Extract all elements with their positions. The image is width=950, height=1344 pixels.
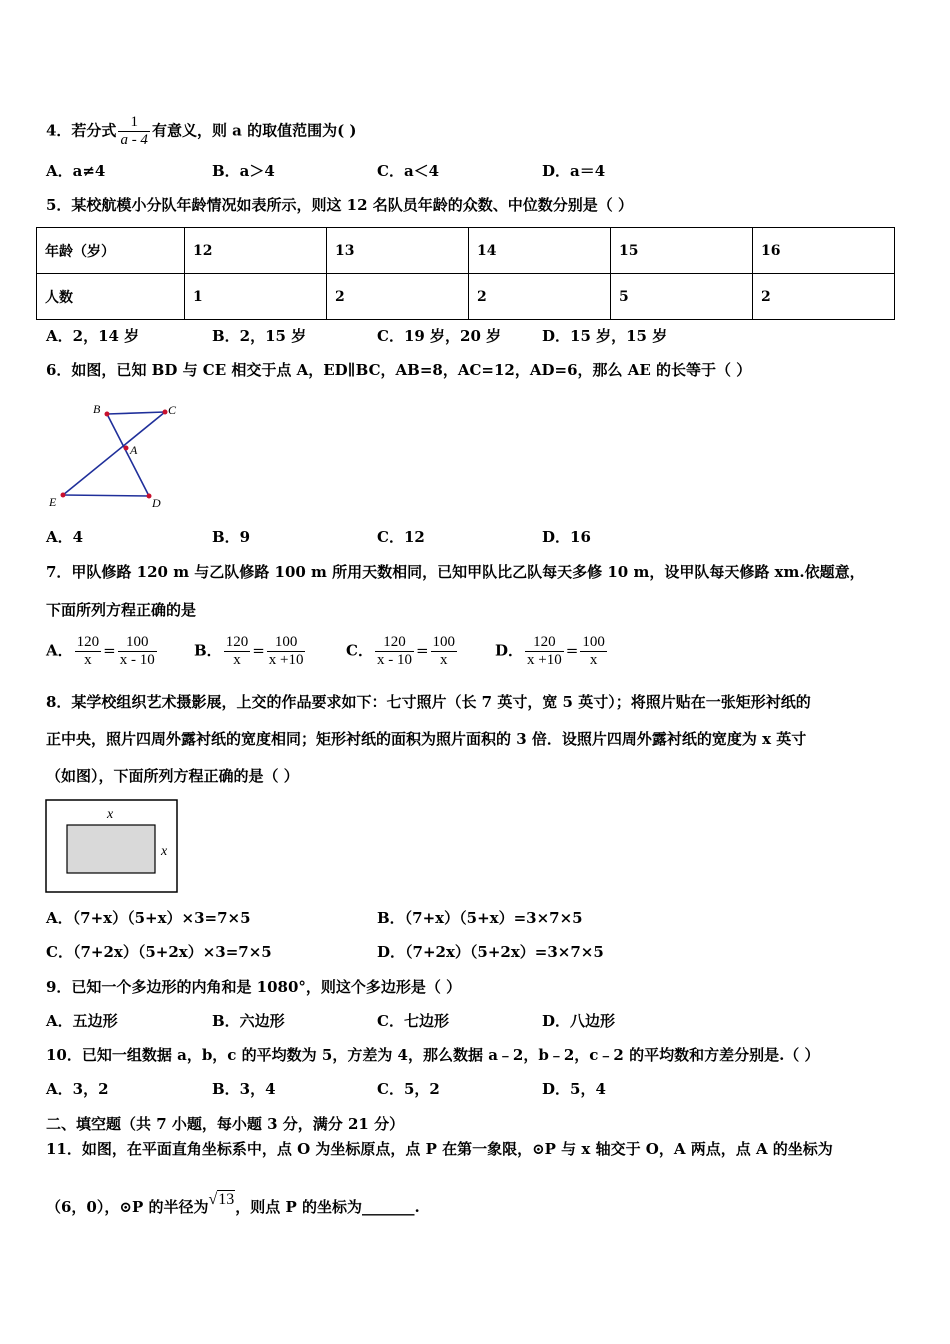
table-cell: 2 bbox=[753, 274, 895, 320]
q9-option-b: B．六边形 bbox=[212, 1012, 285, 1030]
equals: = bbox=[103, 641, 116, 660]
frac-den: x bbox=[580, 651, 607, 669]
frac-num: 100 bbox=[125, 634, 149, 650]
q7-d-right bbox=[580, 634, 607, 669]
q6-option-a: A．4 bbox=[46, 528, 84, 546]
section-heading: 二、填空题（共 7 小题，每小题 3 分，满分 21 分） bbox=[46, 1115, 405, 1133]
table-cell: 年龄（岁） bbox=[37, 228, 185, 274]
q7-stem-line2: 下面所列方程正确的是 bbox=[46, 601, 197, 619]
frac-den: x bbox=[75, 651, 102, 669]
table-cell: 2 bbox=[327, 274, 469, 320]
q7-b-right bbox=[267, 634, 306, 669]
q11-stem-line1: 11．如图，在平面直角坐标系中，点 O 为坐标原点，点 P 在第一象限，⊙P 与 x 轴交于 O，A 两点，点 A 的坐标为 bbox=[46, 1140, 833, 1158]
q5-stem: 5．某校航模小分队年龄情况如表所示，则这 12 名队员年龄的众数、中位数分别是（ ） bbox=[46, 196, 633, 214]
point-a bbox=[124, 446, 129, 451]
q7-a-left bbox=[75, 634, 102, 669]
q8-option-c: C．（7+2x）（5+2x）×3=7×5 bbox=[46, 943, 272, 961]
frac-num: 120 bbox=[533, 634, 556, 650]
q10-option-d: D．5，4 bbox=[542, 1080, 606, 1098]
q8-stem-line3: （如图），下面所列方程正确的是（ ） bbox=[46, 767, 299, 785]
frac-num: 120 bbox=[383, 634, 406, 650]
q7-c-right bbox=[431, 634, 458, 669]
q7-stem-line1: 7．甲队修路 120 m 与乙队修路 100 m 所用天数相同，已知甲队比乙队每天多修 10 m，设甲队每天修路 xm.依题意， bbox=[46, 563, 865, 581]
label-d: D bbox=[152, 496, 161, 510]
q8-figure bbox=[45, 799, 180, 895]
age-table bbox=[36, 227, 895, 320]
q5-option-c: C．19 岁，20 岁 bbox=[377, 327, 502, 345]
frac-num: 100 bbox=[274, 634, 298, 650]
q11-suffix: ，则点 P 的坐标为_______. bbox=[235, 1198, 420, 1216]
q7-b-label: B． bbox=[194, 641, 222, 660]
q7-option-d bbox=[495, 634, 609, 669]
q10-option-b: B．3，4 bbox=[212, 1080, 276, 1098]
q6-stem: 6．如图，已知 BD 与 CE 相交于点 A，ED∥BC，AB=8，AC=12，AD=6，那么 AE 的长等于（ ） bbox=[46, 361, 752, 379]
q6-option-b: B．9 bbox=[212, 528, 251, 546]
frac-den: x bbox=[431, 651, 458, 669]
label-x-right: x bbox=[161, 844, 168, 859]
segment-ed bbox=[63, 495, 149, 496]
equals: = bbox=[565, 641, 579, 660]
q5-option-a: A．2，14 岁 bbox=[46, 327, 140, 345]
table-cell: 15 bbox=[611, 228, 753, 274]
q11-stem-line2 bbox=[46, 1191, 420, 1218]
frac-den: x - 10 bbox=[376, 652, 412, 668]
label-e: E bbox=[49, 495, 57, 509]
frac-num: 100 bbox=[582, 634, 605, 650]
q4-stem bbox=[46, 114, 357, 149]
q7-a-label: A． bbox=[46, 641, 73, 660]
label-b: B bbox=[93, 402, 101, 416]
q10-stem: 10．已知一组数据 a，b，c 的平均数为 5，方差为 4，那么数据 a﹣2，b﹣2，c﹣2 的平均数和方差分别是.（ ） bbox=[46, 1046, 820, 1064]
q7-c-label: C． bbox=[346, 641, 373, 660]
q6-option-d: D．16 bbox=[542, 528, 591, 546]
q8-option-d: D．（7+2x）（5+2x）=3×7×5 bbox=[377, 943, 604, 961]
q7-b-left bbox=[224, 634, 251, 669]
q4-suffix: 有意义，则 a 的取值范围为( ) bbox=[151, 121, 357, 140]
point-e bbox=[61, 493, 66, 498]
frac-num: 120 bbox=[76, 634, 100, 650]
q4-frac-den: a - 4 bbox=[120, 132, 148, 148]
q8-stem-line2: 正中央，照片四周外露衬纸的宽度相同；矩形衬纸的面积为照片面积的 3 倍．设照片四周外露衬纸的宽度为 x 英寸 bbox=[46, 730, 807, 748]
frac-den: x - 10 bbox=[119, 652, 155, 668]
frac-num: 120 bbox=[225, 634, 249, 650]
point-c bbox=[163, 410, 168, 415]
q6-option-c: C．12 bbox=[377, 528, 425, 546]
sqrt-expression: √13 bbox=[208, 1191, 235, 1208]
q7-a-right bbox=[118, 634, 157, 669]
label-c: C bbox=[168, 403, 177, 417]
q9-option-d: D．八边形 bbox=[542, 1012, 616, 1030]
q10-option-a: A．3，2 bbox=[46, 1080, 109, 1098]
q4-fraction bbox=[118, 114, 150, 149]
q6-figure bbox=[40, 398, 190, 513]
table-cell: 16 bbox=[753, 228, 895, 274]
q4-option-b: B．a＞4 bbox=[212, 162, 275, 180]
q8-option-a: A．（7+x）（5+x）×3=7×5 bbox=[46, 909, 251, 927]
table-row bbox=[37, 228, 895, 274]
q7-option-b bbox=[194, 634, 307, 669]
label-a: A bbox=[130, 443, 138, 457]
q9-stem: 9．已知一个多边形的内角和是 1080°，则这个多边形是（ ） bbox=[46, 978, 462, 996]
q4-option-c: C．a＜4 bbox=[377, 162, 440, 180]
q8-stem-line1: 8．某学校组织艺术摄影展，上交的作品要求如下：七寸照片（长 7 英寸，宽 5 英寸）；将照片贴在一张矩形衬纸的 bbox=[46, 693, 811, 711]
table-cell: 1 bbox=[185, 274, 327, 320]
q5-option-b: B．2，15 岁 bbox=[212, 327, 307, 345]
segment-bc bbox=[107, 412, 165, 414]
q5-option-d: D．15 岁，15 岁 bbox=[542, 327, 668, 345]
q4-option-d: D．a＝4 bbox=[542, 162, 606, 180]
table-cell: 人数 bbox=[37, 274, 185, 320]
q7-d-label: D． bbox=[495, 641, 524, 660]
frac-den: x +10 bbox=[527, 652, 562, 668]
equals: = bbox=[252, 641, 265, 660]
q9-option-c: C．七边形 bbox=[377, 1012, 449, 1030]
q7-c-left bbox=[375, 634, 414, 669]
q4-option-a: A．a≠4 bbox=[46, 162, 106, 180]
q11-prefix: （6，0），⊙P 的半径为 bbox=[46, 1198, 209, 1216]
table-cell: 12 bbox=[185, 228, 327, 274]
q8-option-b: B．（7+x）（5+x）=3×7×5 bbox=[377, 909, 583, 927]
frac-num: 100 bbox=[432, 634, 456, 650]
q4-frac-num: 1 bbox=[130, 114, 138, 130]
frac-den: x +10 bbox=[268, 652, 304, 668]
point-b bbox=[105, 412, 110, 417]
q7-option-a bbox=[46, 634, 159, 669]
segment-ce bbox=[63, 412, 165, 495]
q7-d-left bbox=[525, 634, 564, 669]
table-cell: 2 bbox=[469, 274, 611, 320]
sqrt-radicand: 13 bbox=[218, 1191, 235, 1208]
q9-option-a: A．五边形 bbox=[46, 1012, 118, 1030]
label-x-top: x bbox=[107, 807, 114, 822]
q10-option-c: C．5，2 bbox=[377, 1080, 440, 1098]
photo-rect bbox=[67, 825, 155, 873]
table-row bbox=[37, 274, 895, 320]
table-cell: 13 bbox=[327, 228, 469, 274]
table-cell: 5 bbox=[611, 274, 753, 320]
q7-option-c bbox=[346, 634, 459, 669]
equals: = bbox=[415, 641, 429, 660]
point-d bbox=[147, 494, 152, 499]
q4-prefix: 4．若分式 bbox=[46, 121, 117, 140]
frac-den: x bbox=[224, 651, 251, 669]
table-cell: 14 bbox=[469, 228, 611, 274]
